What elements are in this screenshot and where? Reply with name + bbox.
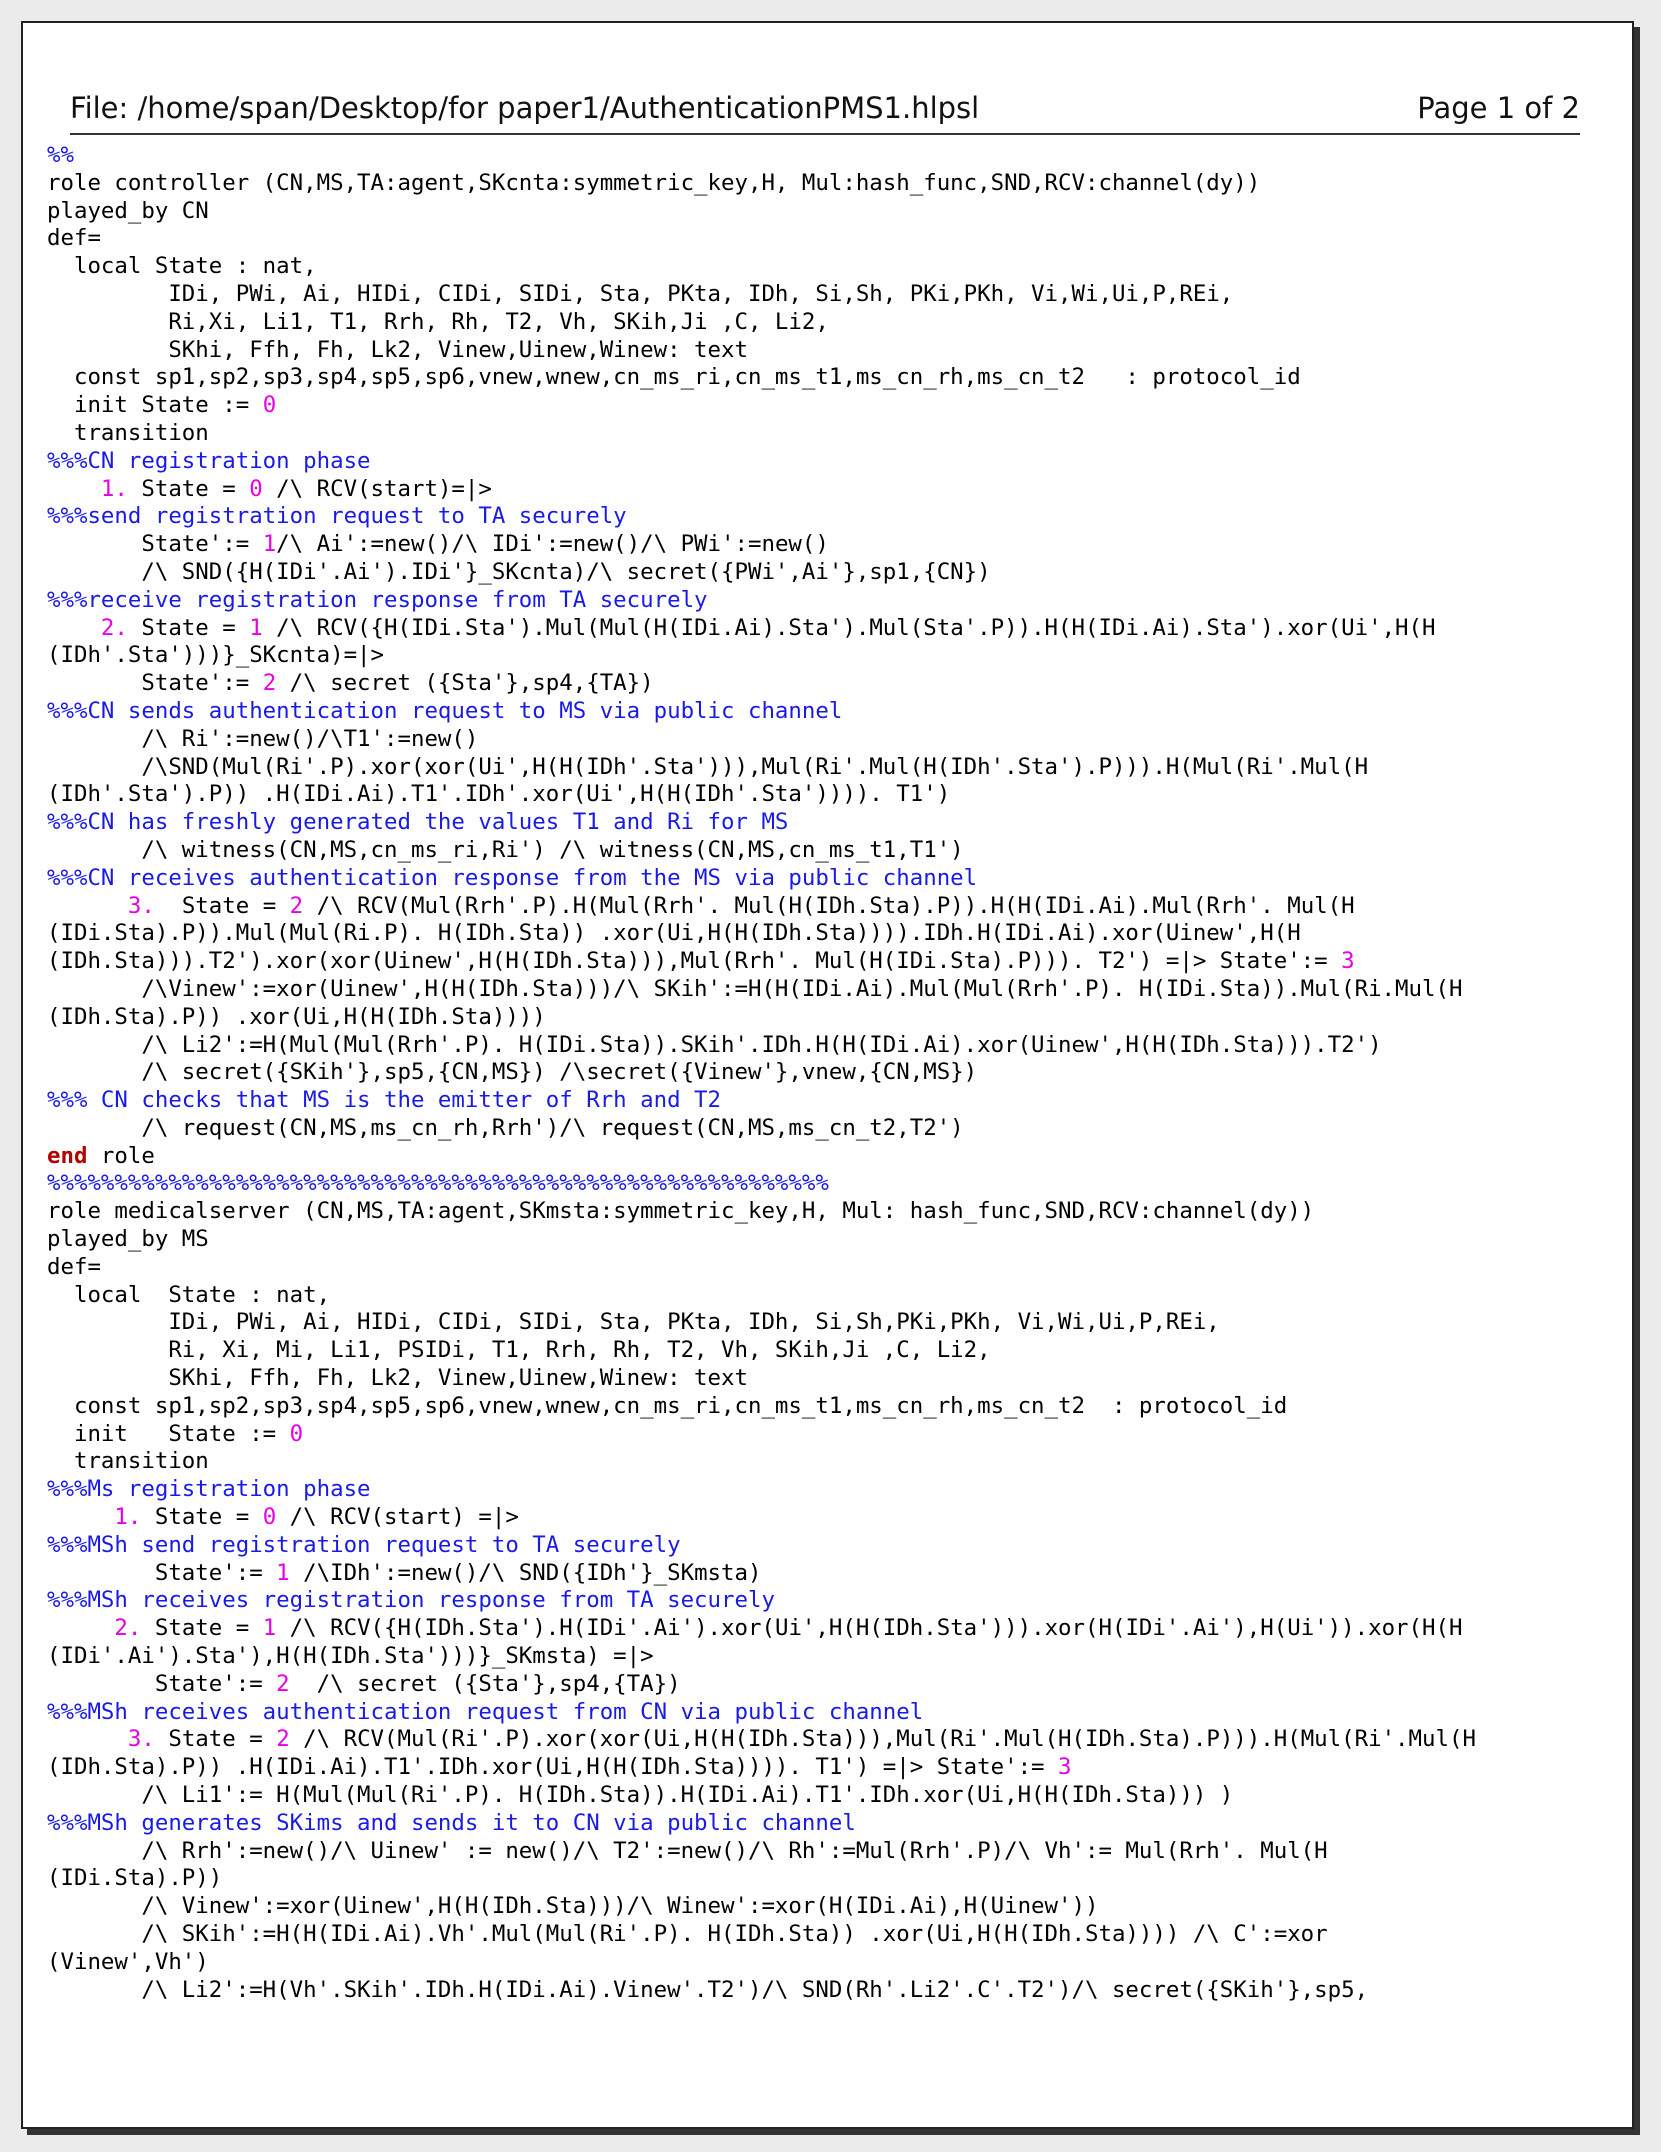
code-line [47, 559, 1587, 587]
code-text: transition [47, 1448, 209, 1475]
code-line [47, 837, 1587, 865]
code-line [47, 1170, 1587, 1198]
code-comment: %% [47, 142, 74, 168]
code-comment: %%%MSh generates SKims and sends it to CN via public channel [47, 1809, 856, 1836]
code-line [47, 281, 1587, 309]
code-text: transition [47, 419, 209, 446]
code-line [47, 503, 1587, 531]
page-header [70, 81, 1580, 135]
code-line [47, 1587, 1587, 1615]
code-comment: %%% CN checks that MS is the emitter of Rrh and T2 [47, 1087, 722, 1114]
code-line [47, 1337, 1587, 1365]
code-text: State = [127, 614, 250, 641]
code-comment: %%%MSh receives registration response from TA securely [47, 1587, 775, 1614]
code-number: 1 [262, 531, 277, 558]
code-line [47, 392, 1587, 420]
code-line [47, 1615, 1587, 1643]
code-line [47, 615, 1587, 643]
code-line [47, 198, 1587, 226]
code-text: (IDh'.Sta').P)) .H(IDi.Ai).T1'.IDh'.xor(Ui',H(H(IDh'.Sta')))). T1') [47, 781, 951, 808]
code-line [47, 1838, 1587, 1866]
code-comment: %%%Ms registration phase [47, 1476, 371, 1503]
code-line [47, 1448, 1587, 1476]
code-text: SKhi, Ffh, Fh, Lk2, Vinew,Uinew,Winew: text [47, 1365, 748, 1392]
code-line [47, 531, 1587, 559]
code-text: init State := [47, 392, 263, 419]
code-text: /\ RCV({H(IDi.Sta').Mul(Mul(H(IDi.Ai).Sta').Mul(Sta'.P)).H(H(IDi.Ai).Sta').xor(Ui',H(H [262, 614, 1436, 641]
code-text: Ri, Xi, Mi, Li1, PSIDi, T1, Rrh, Rh, T2, Vh, SKih,Ji ,C, Li2, [47, 1337, 991, 1364]
code-line [47, 781, 1587, 809]
code-text: /\ Li2':=H(Mul(Mul(Rrh'.P). H(IDi.Sta)).SKih'.IDh.H(H(IDi.Ai).xor(Uinew',H(H(IDh.Sta))).T2') [47, 1031, 1382, 1058]
code-text: State':= [47, 531, 263, 558]
code-text: /\ SND({H(IDi'.Ai').IDi'}_SKcnta)/\ secret({PWi',Ai'},sp1,{CN}) [47, 558, 991, 585]
code-line [47, 1087, 1587, 1115]
code-text: State = [154, 1726, 277, 1753]
code-line [47, 893, 1587, 921]
code-line [47, 225, 1587, 253]
code-line [47, 1115, 1587, 1143]
code-text: State':= [47, 1670, 277, 1697]
code-number: 2 [276, 1670, 290, 1697]
code-text: State = [141, 1615, 263, 1642]
code-text: (IDh.Sta).P)) .H(IDi.Ai).T1'.IDh.xor(Ui,H(H(IDh.Sta)))). T1') =|> State':= [47, 1754, 1059, 1781]
code-line [47, 1365, 1587, 1393]
code-text: def= [47, 225, 101, 252]
code-text: (IDi'.Ai').Sta'),H(H(IDh.Sta')))}_SKmsta) =|> [47, 1643, 654, 1670]
code-line [47, 976, 1587, 1004]
code-line [47, 309, 1587, 337]
code-number: 3. [127, 892, 155, 919]
code-line [47, 865, 1587, 893]
code-number: 0 [262, 392, 277, 419]
code-line [47, 1810, 1587, 1838]
code-line [47, 1921, 1587, 1949]
code-text [47, 476, 101, 502]
code-line [47, 1699, 1587, 1727]
code-line [47, 1504, 1587, 1532]
code-comment: %%%CN receives authentication response from the MS via public channel [47, 864, 978, 891]
code-line [47, 1643, 1587, 1671]
code-text: /\ RCV({H(IDh.Sta').H(IDi'.Ai').xor(Ui',H(H(IDh.Sta'))).xor(H(IDi'.Ai'),H(Ui')).xor(H(H [276, 1615, 1463, 1642]
code-text: played_by MS [47, 1226, 209, 1253]
code-line [47, 364, 1587, 392]
code-text: (Vinew',Vh') [47, 1948, 209, 1975]
code-text: (IDh'.Sta')))}_SKcnta)=|> [47, 642, 385, 669]
code-line [47, 670, 1587, 698]
code-line [47, 1143, 1587, 1171]
code-text: /\ secret ({Sta'},sp4,{TA}) [276, 670, 654, 697]
code-text: /\IDh':=new()/\ SND({IDh'}_SKmsta) [289, 1559, 762, 1586]
code-text: State = [141, 1504, 263, 1531]
code-comment: %%%MSh receives authentication request from CN via public channel [47, 1698, 924, 1725]
code-text [47, 893, 128, 919]
code-text: (IDi.Sta).P)).Mul(Mul(Ri.P). H(IDh.Sta)) .xor(Ui,H(H(IDh.Sta)))).IDh.H(IDi.Ai).xor(Uinew',H(H [47, 920, 1301, 947]
code-text: Ri,Xi, Li1, T1, Rrh, Rh, T2, Vh, SKih,Ji ,C, Li2, [47, 308, 829, 335]
code-text: IDi, PWi, Ai, HIDi, CIDi, SIDi, Sta, PKta, IDh, Si,Sh,PKi,PKh, Vi,Wi,Ui,P,REi, [47, 1309, 1220, 1336]
code-line [47, 1254, 1587, 1282]
code-text: SKhi, Ffh, Fh, Lk2, Vinew,Uinew,Winew: text [47, 336, 748, 363]
code-text: def= [47, 1253, 101, 1280]
code-text: role [87, 1142, 155, 1169]
code-text: /\ Ri':=new()/\T1':=new() [47, 725, 479, 752]
code-text: /\ RCV(start)=|> [262, 475, 492, 502]
code-line [47, 1198, 1587, 1226]
code-text: IDi, PWi, Ai, HIDi, CIDi, SIDi, Sta, PKta, IDh, Si,Sh, PKi,PKh, Vi,Wi,Ui,P,REi, [47, 280, 1234, 307]
code-line [47, 726, 1587, 754]
code-line [47, 1726, 1587, 1754]
code-number: 3 [1341, 948, 1355, 975]
code-comment: %%%CN has freshly generated the values T1 and Ri for MS [47, 809, 789, 836]
code-line [47, 920, 1587, 948]
code-number: 2. [100, 614, 128, 641]
code-comment: %%%%%%%%%%%%%%%%%%%%%%%%%%%%%%%%%%%%%%%%%%%%%%%%%%%%%%%%%% [47, 1170, 829, 1197]
code-comment: %%%CN registration phase [47, 447, 371, 474]
code-line [47, 1560, 1587, 1588]
code-number: 0 [262, 1504, 277, 1531]
code-text: (IDh.Sta))).T2').xor(xor(Uinew',H(H(IDh.Sta))),Mul(Rrh'. Mul(H(IDi.Sta).P))). T2') =|> State':= [47, 948, 1342, 975]
code-text: local State : nat, [47, 1281, 331, 1308]
code-line [47, 754, 1587, 782]
code-number: 0 [249, 475, 263, 502]
code-line [47, 1754, 1587, 1782]
code-number: 1. [114, 1504, 142, 1531]
code-text: init State := [47, 1420, 290, 1447]
code-line [47, 170, 1587, 198]
code-text: /\ SKih':=H(H(IDi.Ai).Vh'.Mul(Mul(Ri'.P). H(IDh.Sta)) .xor(Ui,H(H(IDh.Sta)))) /\ C':=xor [47, 1921, 1328, 1947]
code-text [47, 1504, 114, 1530]
code-line [47, 1865, 1587, 1893]
code-text: State = [127, 475, 250, 502]
code-line [47, 1977, 1587, 2005]
code-text: /\ Li1':= H(Mul(Mul(Ri'.P). H(IDh.Sta)).H(IDi.Ai).T1'.IDh.xor(Ui,H(H(IDh.Sta))) ) [47, 1782, 1234, 1809]
code-text: /\ request(CN,MS,ms_cn_rh,Rrh')/\ request(CN,MS,ms_cn_t2,T2') [47, 1114, 964, 1141]
code-text: /\ Vinew':=xor(Uinew',H(H(IDh.Sta)))/\ Winew':=xor(H(IDi.Ai),H(Uinew')) [47, 1893, 1099, 1920]
code-number: 2. [114, 1615, 142, 1642]
code-line [47, 448, 1587, 476]
code-line [47, 142, 1587, 170]
code-text: /\Vinew':=xor(Uinew',H(H(IDh.Sta)))/\ SKih':=H(H(IDi.Ai).Mul(Mul(Rrh'.P). H(IDi.Sta)).Mul(Ri.Mul(H [47, 975, 1463, 1002]
code-number: 3 [1058, 1754, 1072, 1781]
code-comment: %%%MSh send registration request to TA securely [47, 1531, 681, 1558]
code-number: 2 [276, 1726, 290, 1753]
code-line [47, 1476, 1587, 1504]
code-text: /\ RCV(start) =|> [276, 1504, 519, 1531]
code-line [47, 337, 1587, 365]
code-line [47, 1226, 1587, 1254]
code-line [47, 1782, 1587, 1810]
code-line [47, 1421, 1587, 1449]
code-line [47, 1532, 1587, 1560]
code-text [47, 615, 101, 641]
code-text: const sp1,sp2,sp3,sp4,sp5,sp6,vnew,wnew,cn_ms_ri,cn_ms_t1,ms_cn_rh,ms_cn_t2 : protocol_id [47, 364, 1301, 391]
code-number: 2 [262, 670, 277, 697]
code-line [47, 698, 1587, 726]
code-line [47, 587, 1587, 615]
code-line [47, 1032, 1587, 1060]
code-number: 1. [100, 475, 128, 502]
code-line [47, 1059, 1587, 1087]
code-line [47, 1393, 1587, 1421]
code-text: /\ secret({SKih'},sp5,{CN,MS}) /\secret({Vinew'},vnew,{CN,MS}) [47, 1059, 978, 1086]
code-text: role controller (CN,MS,TA:agent,SKcnta:symmetric_key,H, Mul:hash_func,SND,RCV:channel(dy)) [47, 169, 1261, 196]
code-text: /\ secret ({Sta'},sp4,{TA}) [289, 1670, 681, 1697]
code-comment: %%%receive registration response from TA securely [47, 586, 708, 613]
file-path-label: File: /home/span/Desktop/for paper1/AuthenticationPMS1.hlpsl [70, 91, 980, 125]
code-line [47, 420, 1587, 448]
code-text: role medicalserver (CN,MS,TA:agent,SKmsta:symmetric_key,H, Mul: hash_func,SND,RCV:channel(dy)) [47, 1198, 1315, 1225]
code-text: State':= [47, 1559, 277, 1586]
code-line [47, 809, 1587, 837]
code-text: /\ Ai':=new()/\ IDi':=new()/\ PWi':=new() [276, 531, 829, 558]
code-listing [47, 142, 1587, 2004]
code-number: 3. [127, 1726, 155, 1753]
code-comment: %%%send registration request to TA securely [47, 503, 627, 530]
code-number: 1 [276, 1559, 290, 1586]
code-text: /\ RCV(Mul(Ri'.P).xor(xor(Ui,H(H(IDh.Sta))),Mul(Ri'.Mul(H(IDh.Sta).P))).H(Mul(Ri'.Mul(H [289, 1726, 1476, 1753]
code-text: played_by CN [47, 197, 209, 224]
code-line [47, 1893, 1587, 1921]
page-number-label: Page 1 of 2 [1417, 91, 1580, 125]
code-text: local State : nat, [47, 253, 317, 280]
code-keyword: end [47, 1142, 88, 1169]
code-line [47, 1949, 1587, 1977]
code-text: State':= [47, 670, 263, 697]
code-number: 1 [262, 1615, 277, 1642]
code-line [47, 1004, 1587, 1032]
code-line [47, 1309, 1587, 1337]
code-text: /\ Rrh':=new()/\ Uinew' := new()/\ T2':=new()/\ Rh':=Mul(Rrh'.P)/\ Vh':= Mul(Rrh'. Mul(H [47, 1837, 1328, 1864]
code-line [47, 948, 1587, 976]
code-text: /\ RCV(Mul(Rrh'.P).H(Mul(Rrh'. Mul(H(IDh.Sta).P)).H(H(IDi.Ai).Mul(Rrh'. Mul(H [303, 892, 1355, 919]
code-text [47, 1726, 128, 1752]
code-text: const sp1,sp2,sp3,sp4,sp5,sp6,vnew,wnew,cn_ms_ri,cn_ms_t1,ms_cn_rh,ms_cn_t2 : protocol_id [47, 1392, 1288, 1419]
code-text: (IDi.Sta).P)) [47, 1865, 223, 1892]
code-line [47, 1282, 1587, 1310]
code-text: /\SND(Mul(Ri'.P).xor(xor(Ui',H(H(IDh'.Sta'))),Mul(Ri'.Mul(H(IDh'.Sta').P))).H(Mul(Ri'.Mul(H [47, 753, 1369, 780]
code-text [47, 1615, 114, 1641]
code-number: 2 [289, 892, 304, 919]
code-number: 0 [289, 1420, 304, 1447]
code-number: 1 [249, 614, 263, 641]
code-line [47, 642, 1587, 670]
code-line [47, 476, 1587, 504]
code-line [47, 1671, 1587, 1699]
code-text: /\ Li2':=H(Vh'.SKih'.IDh.H(IDi.Ai).Vinew'.T2')/\ SND(Rh'.Li2'.C'.T2')/\ secret({SKih'},sp5, [47, 1976, 1369, 2003]
code-text: (IDh.Sta).P)) .xor(Ui,H(H(IDh.Sta)))) [47, 1003, 546, 1030]
code-text: /\ witness(CN,MS,cn_ms_ri,Ri') /\ witness(CN,MS,cn_ms_t1,T1') [47, 836, 964, 863]
code-line [47, 253, 1587, 281]
code-comment: %%%CN sends authentication request to MS via public channel [47, 697, 843, 724]
code-text: State = [154, 892, 290, 919]
